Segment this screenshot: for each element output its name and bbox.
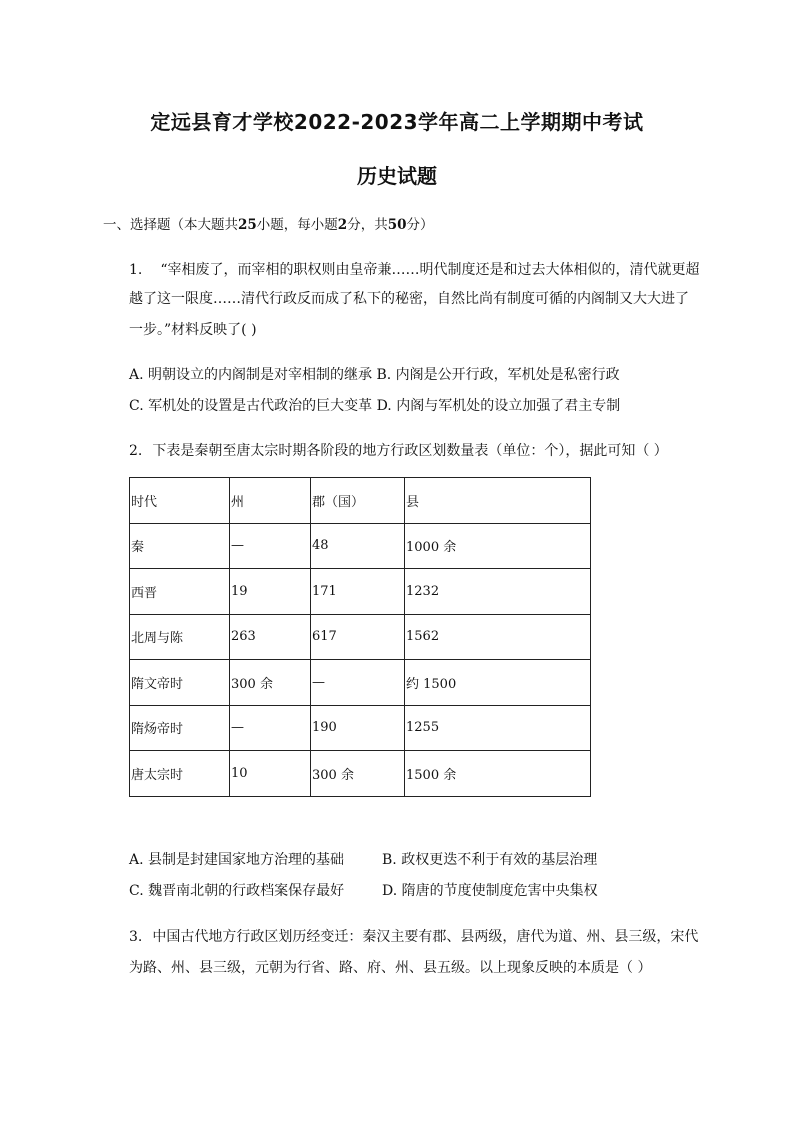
q2-option-c: C. 魏晋南北朝的行政档案保存最好 bbox=[129, 883, 345, 899]
table-cell: 1000 余 bbox=[405, 523, 591, 569]
q2-option-d: D. 隋唐的节度使制度危害中央集权 bbox=[382, 883, 598, 899]
table-cell: 隋文帝时 bbox=[130, 660, 230, 706]
table-cell: 300 余 bbox=[311, 751, 405, 797]
q1-line-1 bbox=[129, 259, 700, 279]
table-row bbox=[130, 751, 591, 797]
table-cell: — bbox=[230, 705, 311, 751]
table-cell: 48 bbox=[311, 523, 405, 569]
table-cell: 秦 bbox=[130, 523, 230, 569]
section-end: 分） bbox=[406, 217, 434, 233]
q2-option-a: A. 县制是封建国家地方治理的基础 bbox=[129, 852, 345, 868]
table-cell: 190 bbox=[311, 705, 405, 751]
table-cell: 1255 bbox=[405, 705, 591, 751]
exam-title: 定远县育才学校2022-2023学年高二上学期期中考试 bbox=[150, 110, 644, 134]
table-row bbox=[130, 660, 591, 706]
exam-subtitle: 历史试题 bbox=[357, 164, 437, 188]
admin-division-table bbox=[129, 477, 591, 797]
q2-options-row-2 bbox=[129, 880, 649, 900]
table-cell: — bbox=[311, 660, 405, 706]
q1-option-cd: C. 军机处的设置是古代政治的巨大变革 D. 内阁与军机处的设立加强了君主专制 bbox=[129, 398, 621, 414]
table-cell: 北周与陈 bbox=[130, 614, 230, 660]
section-total: 50 bbox=[387, 217, 407, 233]
q1-stem-line-3: 一步。”材料反映了( ) bbox=[129, 322, 257, 338]
table-row bbox=[130, 523, 591, 569]
section-each: 2 bbox=[337, 217, 348, 233]
table-cell: 617 bbox=[311, 614, 405, 660]
q2-line-1 bbox=[129, 440, 668, 460]
table-header-row bbox=[130, 478, 591, 524]
q3-line-1 bbox=[129, 926, 698, 946]
table-cell: 约 1500 bbox=[405, 660, 591, 706]
q2-option-b: B. 政权更迭不利于有效的基层治理 bbox=[382, 852, 598, 868]
table-cell: 263 bbox=[230, 614, 311, 660]
table-row bbox=[130, 569, 591, 615]
table-cell: 10 bbox=[230, 751, 311, 797]
table-cell: 1500 余 bbox=[405, 751, 591, 797]
q2-number: 2. bbox=[129, 443, 143, 459]
section-heading bbox=[103, 213, 434, 233]
q3-stem-line-1: 中国古代地方行政区划历经变迁：秦汉主要有郡、县两级，唐代为道、州、县三级，宋代 bbox=[152, 929, 699, 945]
table-cell: 1232 bbox=[405, 569, 591, 615]
section-mid2: 分，共 bbox=[347, 217, 388, 233]
q1-stem-line-1: “宰相废了，而宰相的职权则由皇帝兼……明代制度还是和过去大体相似的，清代就更超 bbox=[160, 262, 700, 278]
q1-number: 1. bbox=[129, 262, 143, 278]
section-count: 25 bbox=[238, 217, 257, 233]
section-mid: 小题，每小题 bbox=[256, 217, 338, 233]
table-cell: — bbox=[230, 523, 311, 569]
section-label: 一、选择题（本大题共 bbox=[103, 217, 238, 233]
table-cell: 171 bbox=[311, 569, 405, 615]
q2-options-row-1 bbox=[129, 849, 649, 869]
q3-stem-line-2: 为路、州、县三级，元朝为行省、路、府、州、县五级。以上现象反映的本质是（ ） bbox=[129, 960, 652, 976]
table-header-cell: 县 bbox=[405, 478, 591, 524]
table-cell: 1562 bbox=[405, 614, 591, 660]
table-header-cell: 时代 bbox=[130, 478, 230, 524]
table-row bbox=[130, 705, 591, 751]
q3-number: 3. bbox=[129, 929, 143, 945]
q2-stem: 下表是秦朝至唐太宗时期各阶段的地方行政区划数量表（单位：个），据此可知（ ） bbox=[152, 443, 668, 459]
table-cell: 西晋 bbox=[130, 569, 230, 615]
table-cell: 300 余 bbox=[230, 660, 311, 706]
q1-stem-line-2: 越了这一限度……清代行政反而成了私下的秘密，自然比尚有制度可循的内阁制又大大进了 bbox=[129, 291, 689, 307]
table-header-cell: 郡（国） bbox=[311, 478, 405, 524]
q1-option-ab: A. 明朝设立的内阁制是对宰相制的继承 B. 内阁是公开行政，军机处是私密行政 bbox=[129, 367, 620, 383]
table-cell: 19 bbox=[230, 569, 311, 615]
table-header-cell: 州 bbox=[230, 478, 311, 524]
table-cell: 唐太宗时 bbox=[130, 751, 230, 797]
table-cell: 隋炀帝时 bbox=[130, 705, 230, 751]
table-row bbox=[130, 614, 591, 660]
